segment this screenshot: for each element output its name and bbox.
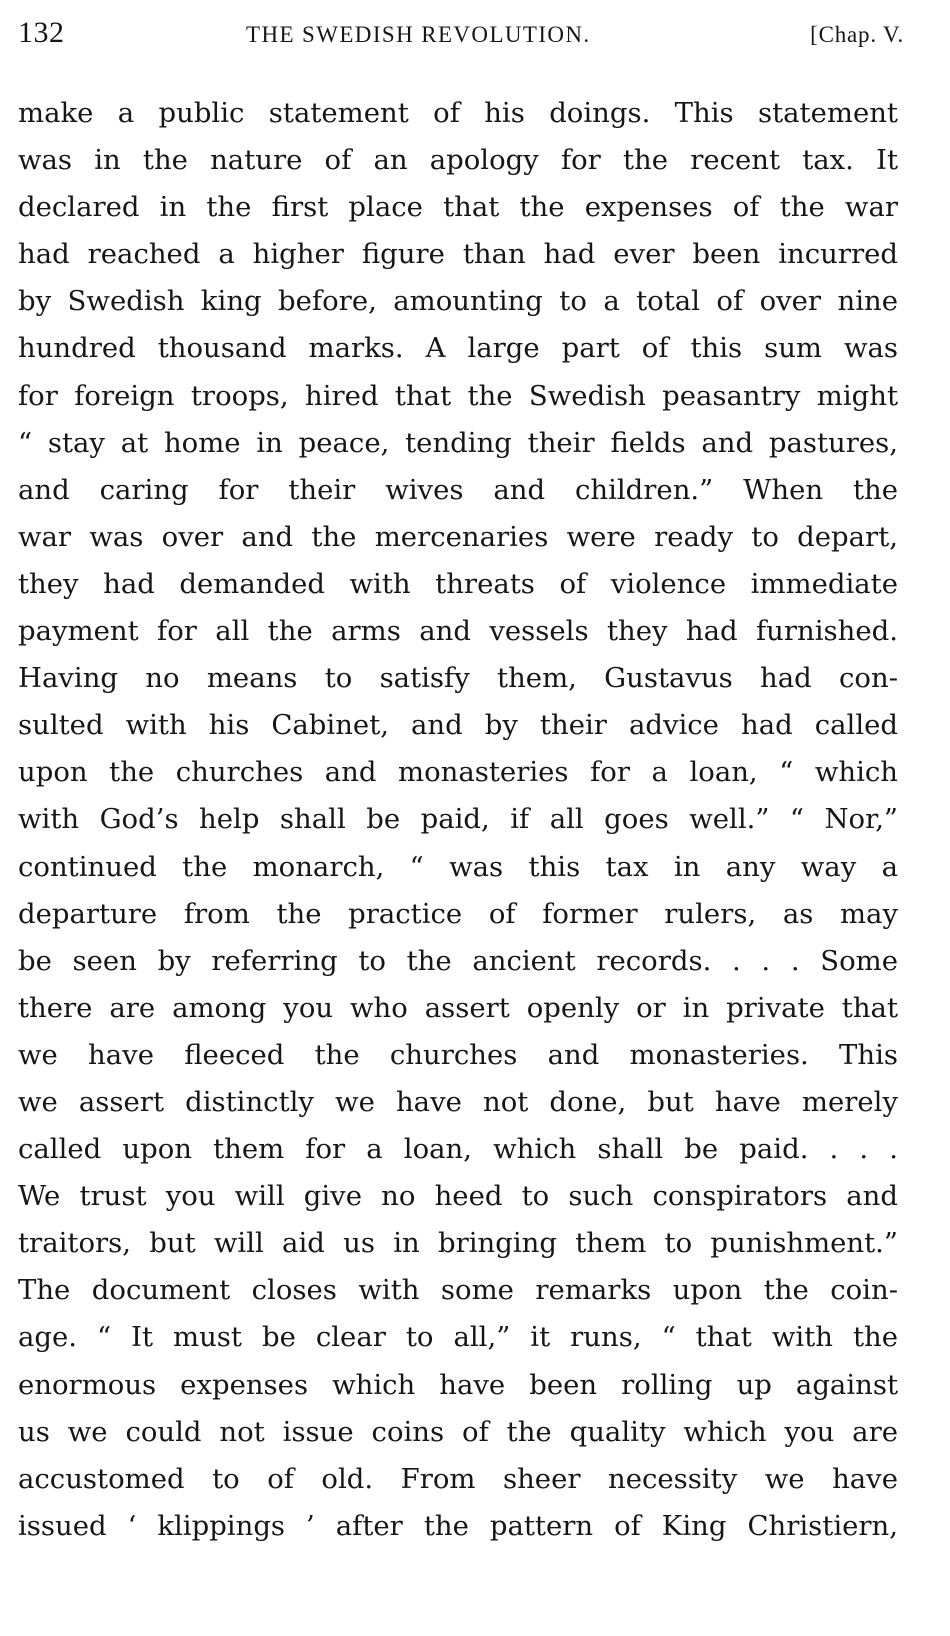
text-line: there are among you who assert openly or in private that bbox=[18, 991, 898, 1024]
running-title: THE SWEDISH REVOLUTION. bbox=[246, 22, 591, 47]
text-line: upon the churches and monasteries for a loan, “ which bbox=[18, 756, 898, 789]
text-line: and caring for their wives and children.” When the bbox=[18, 473, 898, 506]
text-line: sulted with his Cabinet, and by their advice had called bbox=[18, 709, 898, 742]
text-line: had reached a higher figure than had ever been incurred bbox=[18, 238, 898, 271]
text-line: payment for all the arms and vessels they had furnished. bbox=[18, 615, 898, 648]
text-line: departure from the practice of former rulers, as may bbox=[18, 897, 898, 930]
text-line: continued the monarch, “ was this tax in any way a bbox=[18, 850, 898, 883]
page-number: 132 bbox=[18, 16, 65, 49]
text-line: The document closes with some remarks upon the coin- bbox=[18, 1274, 898, 1307]
text-line: with God’s help shall be paid, if all goes well.” “ Nor,” bbox=[18, 803, 898, 836]
text-line: accustomed to of old. From sheer necessity we have bbox=[18, 1462, 898, 1495]
text-line: hundred thousand marks. A large part of this sum was bbox=[18, 332, 898, 365]
running-header bbox=[18, 14, 904, 54]
text-line: us we could not issue coins of the quality which you are bbox=[18, 1415, 898, 1448]
text-line: for foreign troops, hired that the Swedish peasantry might bbox=[18, 379, 898, 412]
text-line: called upon them for a loan, which shall be paid. . . . bbox=[18, 1133, 898, 1166]
text-line: age. “ It must be clear to all,” it runs, “ that with the bbox=[18, 1321, 898, 1354]
text-line: declared in the first place that the expenses of the war bbox=[18, 191, 898, 224]
text-line: by Swedish king before, amounting to a total of over nine bbox=[18, 285, 898, 318]
text-line: Having no means to satisfy them, Gustavus had con- bbox=[18, 662, 898, 695]
text-line: be seen by referring to the ancient records. . . . Some bbox=[18, 944, 898, 977]
text-line: enormous expenses which have been rolling up against bbox=[18, 1368, 898, 1401]
text-line: they had demanded with threats of violence immediate bbox=[18, 567, 898, 600]
chapter-reference: [Chap. V. bbox=[810, 22, 904, 47]
text-line: We trust you will give no heed to such conspirators and bbox=[18, 1180, 898, 1213]
text-line: we have fleeced the churches and monasteries. This bbox=[18, 1038, 898, 1071]
text-line: we assert distinctly we have not done, but have merely bbox=[18, 1085, 898, 1118]
text-line: make a public statement of his doings. This statement bbox=[18, 97, 898, 129]
text-line: was in the nature of an apology for the recent tax. It bbox=[18, 144, 898, 177]
text-line: war was over and the mercenaries were ready to depart, bbox=[18, 520, 898, 553]
text-line: “ stay at home in peace, tending their fields and pastures, bbox=[18, 426, 898, 459]
text-line: issued ‘ klippings ’ after the pattern of King Christiern, bbox=[18, 1509, 898, 1542]
text-line: traitors, but will aid us in bringing them to punishment.” bbox=[18, 1227, 898, 1260]
body-text bbox=[18, 93, 898, 1553]
